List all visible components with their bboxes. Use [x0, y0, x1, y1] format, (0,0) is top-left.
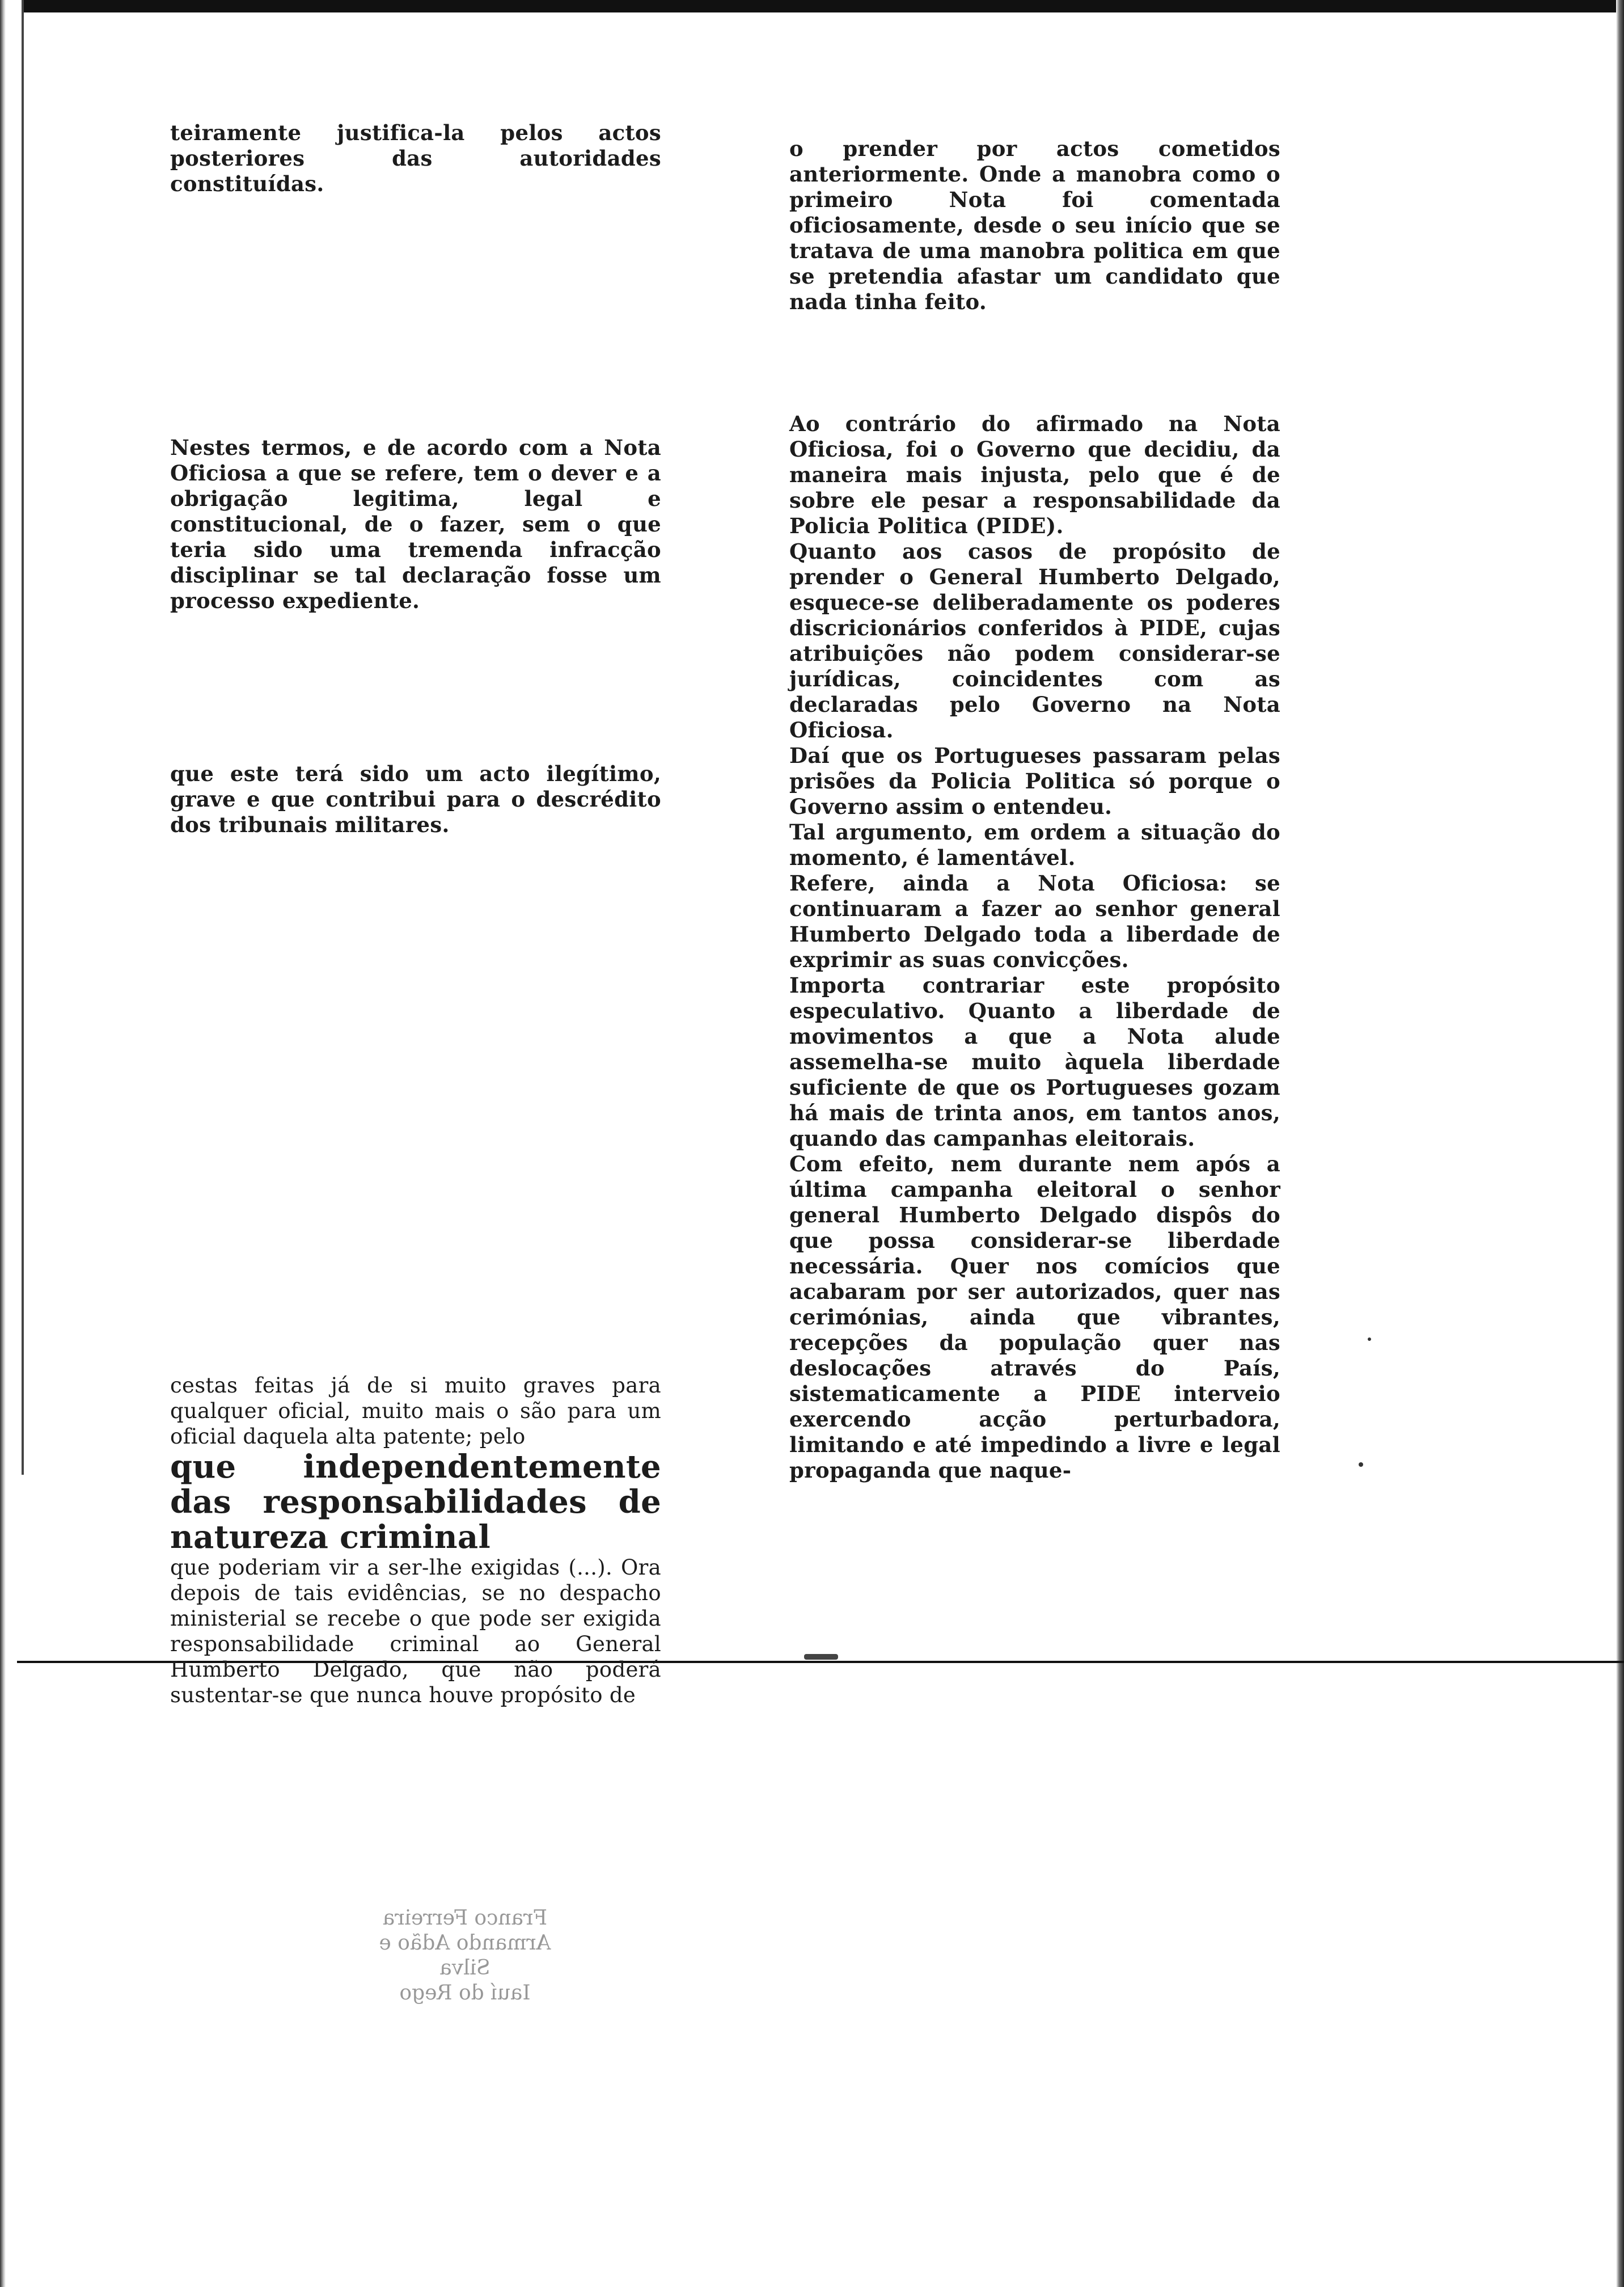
scan-left-edge-line — [22, 0, 24, 1475]
left-paragraph-1: teiramente justifica-la pelos actos posteriores das autoridades constituídas. — [170, 120, 661, 196]
left-lower-paragraph-2: que poderiam vir a ser-lhe exigidas (...). Ora depois de tais evidências, se no despacho ministerial se recebe o que pode ser exigida responsabilidade criminal ao General Humberto Delgado, que não poderá sustentar-se que nunca houve propósito de — [170, 1555, 661, 1707]
right-paragraph-7: Importa contrariar este propósito especulativo. Quanto a liberdade de movimentos a que a Nota alude assemelha-se muito àquela liberdade suficiente de que os Portugueses gozam há mais de trinta anos, em tantos anos, quando das campanhas eleitorais. — [789, 973, 1280, 1151]
margin-speck — [1359, 1462, 1363, 1467]
signature-line: Franco Ferreira — [382, 1906, 548, 1930]
right-paragraph-1: o prender por actos cometidos anteriormente. Onde a manobra como o primeiro Nota foi comentada oficiosamente, desde o seu início que se tratava de uma manobra politica em que se pretendia afastar um candidato que nada tinha feito. — [789, 136, 1280, 314]
scan-left-edge — [0, 0, 6, 2287]
right-paragraph-2: Ao contrário do afirmado na Nota Oficiosa, foi o Governo que decidiu, da maneira mais injusta, pelo que é de sobre ele pesar a responsabilidade da Policia Politica (PIDE). — [789, 411, 1280, 538]
right-paragraph-5: Tal argumento, em ordem a situação do momento, é lamentável. — [789, 820, 1280, 870]
right-paragraph-6: Refere, ainda a Nota Oficiosa: se continuaram a fazer ao senhor general Humberto Delgado toda a liberdade de exprimir as suas convicções. — [789, 871, 1280, 972]
left-column — [170, 120, 661, 838]
left-paragraph-2: Nestes termos, e de acordo com a Nota Oficiosa a que se refere, tem o dever e a obrigação legitima, legal e constitucional, de o fazer, sem o que teria sido uma tremenda infracção disciplinar se tal declaração fosse um processo expediente. — [170, 435, 661, 613]
signature-line: Iauí do Rego — [399, 1981, 531, 2005]
left-headline: que independentemente das responsabilidades de natureza criminal — [170, 1448, 661, 1556]
signature-line: Armando Adão e Silva — [379, 1931, 551, 1980]
right-column — [789, 136, 1280, 1483]
left-lower-column — [170, 1373, 661, 1708]
scan-top-border — [23, 0, 1624, 12]
left-lower-paragraph-1: cestas feitas já de si muito graves para qualquer oficial, muito mais o são para um oficial daquela alta patente; pelo — [170, 1373, 661, 1449]
signature-block — [363, 1906, 567, 2006]
margin-speck — [1368, 1337, 1371, 1341]
scan-right-edge — [1616, 0, 1624, 2287]
right-paragraph-3: Quanto aos casos de propósito de prender o General Humberto Delgado, esquece-se deliberadamente os poderes discricionários conferidos à PIDE, cujas atribuições não podem considerar-se jurídicas, coincidentes com as declaradas pelo Governo na Nota Oficiosa. — [789, 539, 1280, 742]
right-paragraph-4: Daí que os Portugueses passaram pelas prisões da Policia Politica só porque o Governo assim o entendeu. — [789, 743, 1280, 819]
left-paragraph-3: que este terá sido um acto ilegítimo, grave e que contribui para o descrédito dos tribunais militares. — [170, 761, 661, 837]
right-paragraph-8: Com efeito, nem durante nem após a última campanha eleitoral o senhor general Humberto Delgado dispôs do que possa considerar-se liberdade necessária. Quer nos comícios que acabaram por ser autorizados, quer nas cerimónias, ainda que vibrantes, recepções da população quer nas deslocações através do País, sistematicamente a PIDE interveio exercendo acção perturbadora, limitando e até impedindo a livre e legal propaganda que naque- — [789, 1151, 1280, 1483]
margin-speck — [804, 1654, 838, 1660]
